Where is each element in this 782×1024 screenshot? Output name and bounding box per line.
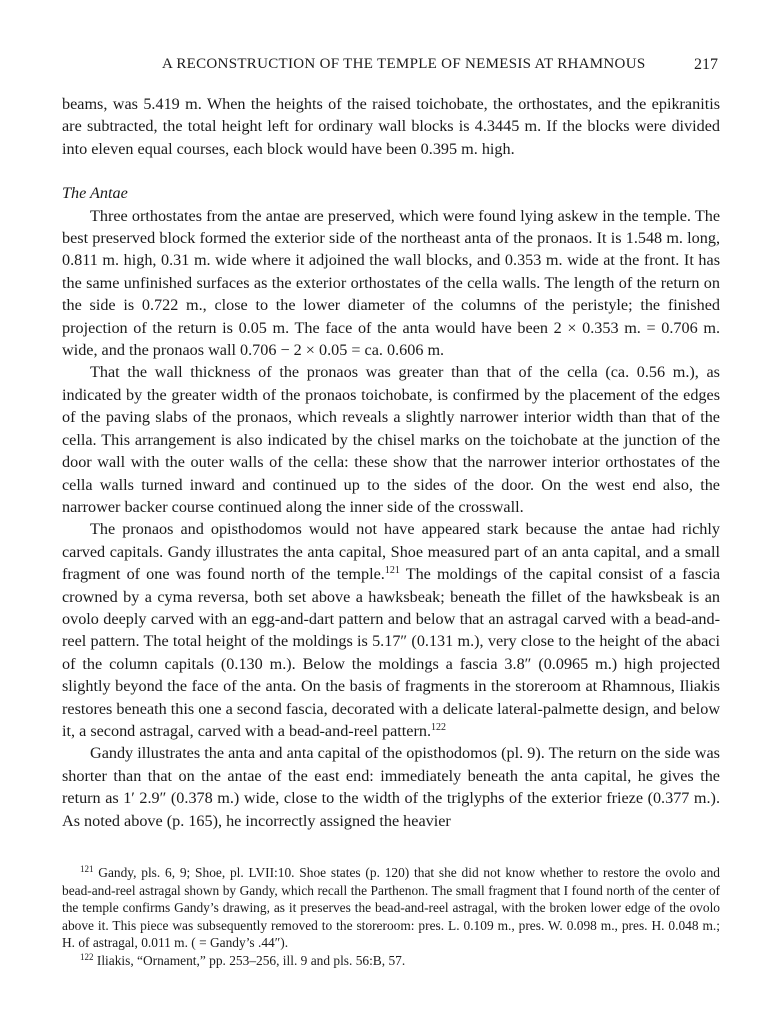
paragraph-text: The pronaos and opisthodomos would not have appeared stark because the antae had richly carved capitals. Gandy illustrates the anta capital, Shoe measured part of an anta capital, and a small fragment of one was found north of the temple. xyxy=(62,520,720,584)
footnotes xyxy=(62,864,720,970)
paragraph-text: The moldings of the capital consist of a fascia crowned by a cyma reversa, both set above a hawksbeak; beneath the fillet of the hawksbeak is an ovolo deeply carved with an egg-and-dart pattern and below that an astragal carved with a bead-and-reel pattern. The total height of the moldings is 5.17″ (0.131 m.), very close to the height of the abaci of the column capitals (0.130 m.). Below the moldings a fascia 3.8″ (0.0965 m.) high projected slightly beyond the face of the anta. On the basis of fragments in the storeroom at Rhamnous, Iliakis restores beneath this one a second fascia, decorated with a delicate lateral-palmette design, and below it, a second astragal, carved with a bead-and-reel pattern. xyxy=(62,565,721,740)
footnote-number: 121 xyxy=(80,864,94,874)
footnote xyxy=(62,864,720,952)
running-title: A RECONSTRUCTION OF THE TEMPLE OF NEMESIS AT RHAMNOUS xyxy=(162,56,646,72)
footnote-reference[interactable]: 122 xyxy=(431,721,446,733)
paragraph: Three orthostates from the antae are preserved, which were found lying askew in the temple. The best preserved block formed the exterior side of the northeast anta of the pronaos. It is 1.548 m. long, 0.811 m. high, 0.31 m. wide where it adjoined the wall blocks, and 0.353 m. wide at the front. It has the same unfinished surfaces as the exterior orthostates of the cella walls. The length of the return on the side is 0.722 m., close to the lower diameter of the columns of the peristyle; the finished projection of the return is 0.05 m. The face of the anta would have been 2 × 0.353 m. = 0.706 m. wide, and the pronaos wall 0.706 − 2 × 0.05 = ca. 0.606 m. xyxy=(62,206,720,360)
footnote-number: 122 xyxy=(80,951,94,962)
intro-paragraph: beams, was 5.419 m. When the heights of the raised toichobate, the orthostates, and the epikranitis are subtracted, the total height left for ordinary wall blocks is 4.3445 m. If the blocks were divided into eleven equal courses, each block would have been 0.395 m. high. xyxy=(62,95,720,158)
paragraph xyxy=(62,518,720,742)
section-heading: The Antae xyxy=(62,184,128,203)
footnote-reference[interactable]: 121 xyxy=(384,565,400,577)
page-number: 217 xyxy=(694,56,718,73)
main-text xyxy=(62,93,720,832)
paragraph: That the wall thickness of the pronaos was greater than that of the cella (ca. 0.56 m.), as indicated by the greater width of the pronaos toichobate, is confirmed by the placement of the edges of the paving slabs of the pronaos, which reveals a slightly narrower interior width than that of the cella. This arrangement is also indicated by the chisel marks on the toichobate at the junction of the door wall with the outer walls of the cella: these show that the narrower interior orthostates of the cella walls turned inward and continued up to the sides of the door. On the west end also, the narrower backer course continued along the inner side of the crosswall. xyxy=(62,363,720,516)
running-header xyxy=(62,56,718,76)
footnote-text: Iliakis, “Ornament,” pp. 253–256, ill. 9 and pls. 56:B, 57. xyxy=(96,952,406,968)
footnote-text: Gandy, pls. 6, 9; Shoe, pl. LVII:10. Shoe states (p. 120) that she did not know whether to restore the ovolo and bead-and-reel astragal shown by Gandy, which recall the Parthenon. The small fragment that I found north of the center of the temple confirms Gandy’s drawing, as it preserves the bead-and-reel astragal, with the broken lower edge of the ovolo above it. This piece was subsequently removed to the storeroom: pres. L. 0.109 m., pres. W. 0.098 m., pres. H. 0.048 m.; H. of astragal, 0.011 m. ( = Gandy’s .44″). xyxy=(62,865,720,951)
footnote xyxy=(62,952,720,970)
paragraph: Gandy illustrates the anta and anta capital of the opisthodomos (pl. 9). The return on the side was shorter than that on the antae of the east end: immediately beneath the anta capital, he gives the return as 1′ 2.9″ (0.378 m.) wide, close to the width of the triglyphs of the exterior frieze (0.377 m.). As noted above (p. 165), he incorrectly assigned the heavier xyxy=(62,744,720,830)
